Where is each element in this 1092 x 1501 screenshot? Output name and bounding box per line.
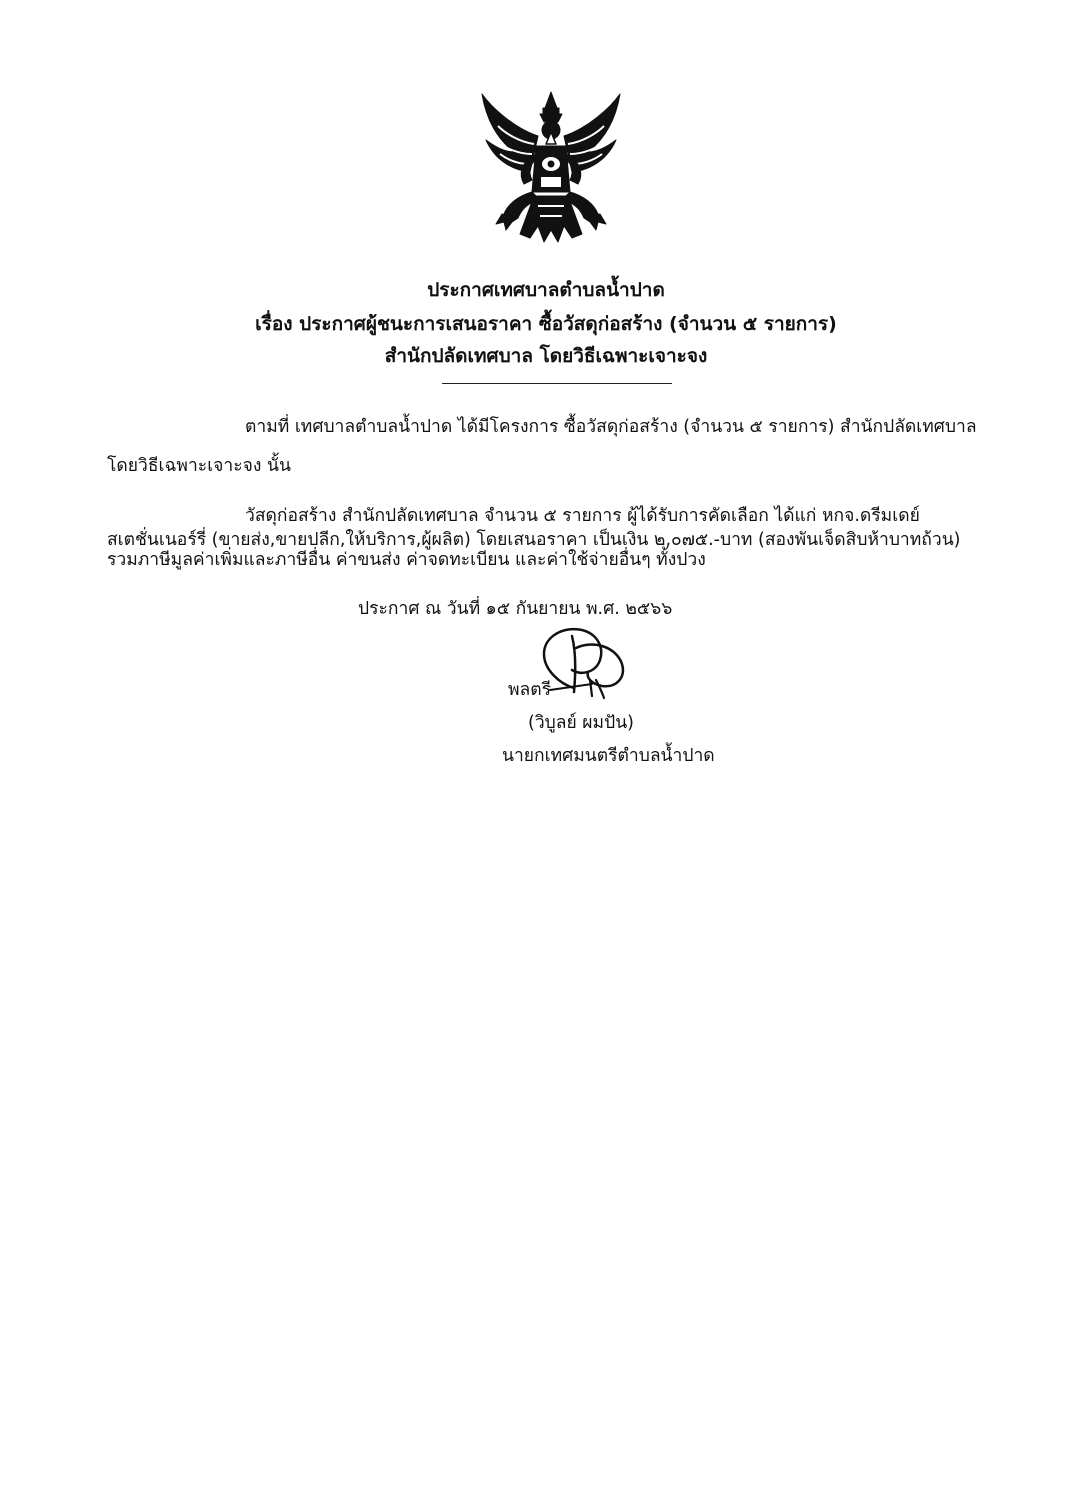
paragraph-1-line-2: โดยวิธีเฉพาะเจาะจง นั้น — [107, 456, 291, 476]
signatory-position: นายกเทศมนตรีตำบลน้ำปาด — [502, 746, 715, 766]
paragraph-2-line-2: สเตชั่นเนอร์รี่ (ขายส่ง,ขายปลีก,ให้บริการ,ผู้ผลิต) โดยเสนอราคา เป็นเงิน ๒,๐๗๕.-บาท (สองพันเจ็ดสิบห้าบาทถ้วน) — [107, 530, 961, 550]
announcement-title: ประกาศเทศบาลตำบลน้ำปาด — [427, 279, 665, 301]
title-divider — [442, 383, 672, 384]
announcement-subject: เรื่อง ประกาศผู้ชนะการเสนอราคา ซื้อวัสดุก่อสร้าง (จำนวน ๕ รายการ) — [255, 313, 837, 335]
announcement-method: สำนักปลัดเทศบาล โดยวิธีเฉพาะเจาะจง — [384, 345, 708, 367]
announcement-date: ประกาศ ณ วันที่ ๑๕ กันยายน พ.ศ. ๒๕๖๖ — [358, 599, 673, 619]
garuda-emblem-icon — [474, 88, 628, 248]
paragraph-2-line-3: รวมภาษีมูลค่าเพิ่มและภาษีอื่น ค่าขนส่ง ค่าจดทะเบียน และค่าใช้จ่ายอื่นๆ ทั้งปวง — [107, 550, 706, 570]
signatory-rank: พลตรี — [508, 680, 552, 700]
paragraph-2-line-1: วัสดุก่อสร้าง สำนักปลัดเทศบาล จำนวน ๕ รายการ ผู้ได้รับการคัดเลือก ได้แก่ หกจ.ดรีมเดย์ — [245, 506, 920, 526]
paragraph-1-line-1: ตามที่ เทศบาลตำบลน้ำปาด ได้มีโครงการ ซื้อวัสดุก่อสร้าง (จำนวน ๕ รายการ) สำนักปลัดเทศบาล — [245, 417, 977, 437]
signatory-name: (วิบูลย์ ผมปัน) — [528, 713, 634, 733]
